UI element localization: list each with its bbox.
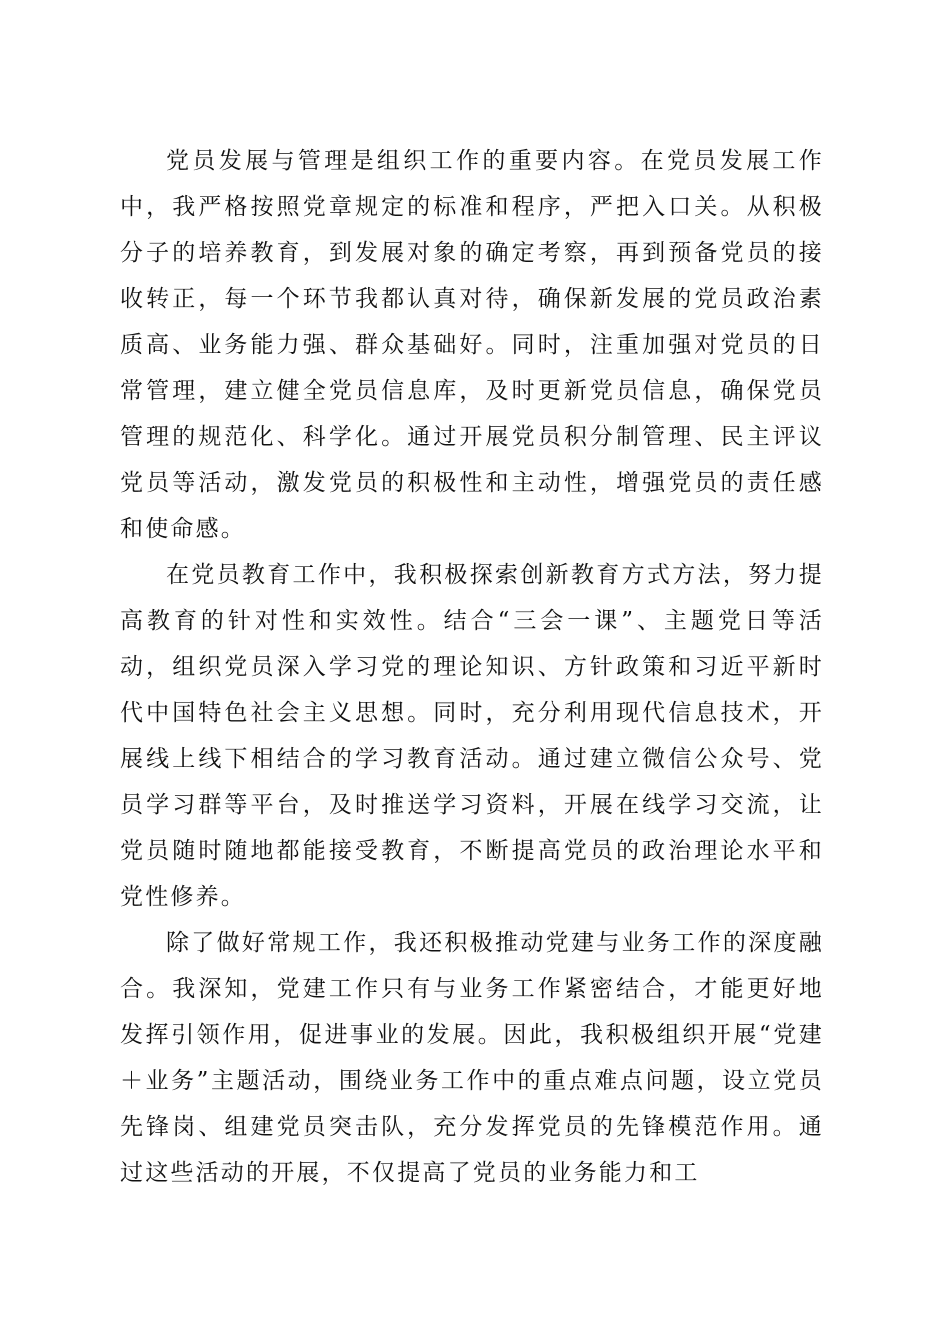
paragraph-party-member-education: 在党员教育工作中，我积极探索创新教育方式方法，努力提高教育的针对性和实效性。结合“三会一课”、主题党日等活动，组织党员深入学习党的理论知识、方针政策和习近平新时代中国特色社会主义思想。同时，充分利用现代信息技术，开展线上线下相结合的学习教育活动。通过建立微信公众号、党员学习群等平台，及时推送学习资料，开展在线学习交流，让党员随时随地都能接受教育，不断提高党员的政治理论水平和党性修养。 — [120, 562, 824, 910]
paragraph-party-member-development: 党员发展与管理是组织工作的重要内容。在党员发展工作中，我严格按照党章规定的标准和程序，严把入口关。从积极分子的培养教育，到发展对象的确定考察，再到预备党员的接收转正，每一个环节我都认真对待，确保新发展的党员政治素质高、业务能力强、群众基础好。同时，注重加强对党员的日常管理，建立健全党员信息库，及时更新党员信息，确保党员管理的规范化、科学化。通过开展党员积分制管理、民主评议党员等活动，激发党员的积极性和主动性，增强党员的责任感和使命感。 — [120, 148, 824, 542]
document-body — [120, 138, 824, 1196]
paragraph-party-building-integration: 除了做好常规工作，我还积极推动党建与业务工作的深度融合。我深知，党建工作只有与业务工作紧密结合，才能更好地发挥引领作用，促进事业的发展。因此，我积极组织开展“党建＋业务”主题活动，围绕业务工作中的重点难点问题，设立党员先锋岗、组建党员突击队，充分发挥党员的先锋模范作用。通过这些活动的开展，不仅提高了党员的业务能力和工 — [120, 930, 824, 1186]
